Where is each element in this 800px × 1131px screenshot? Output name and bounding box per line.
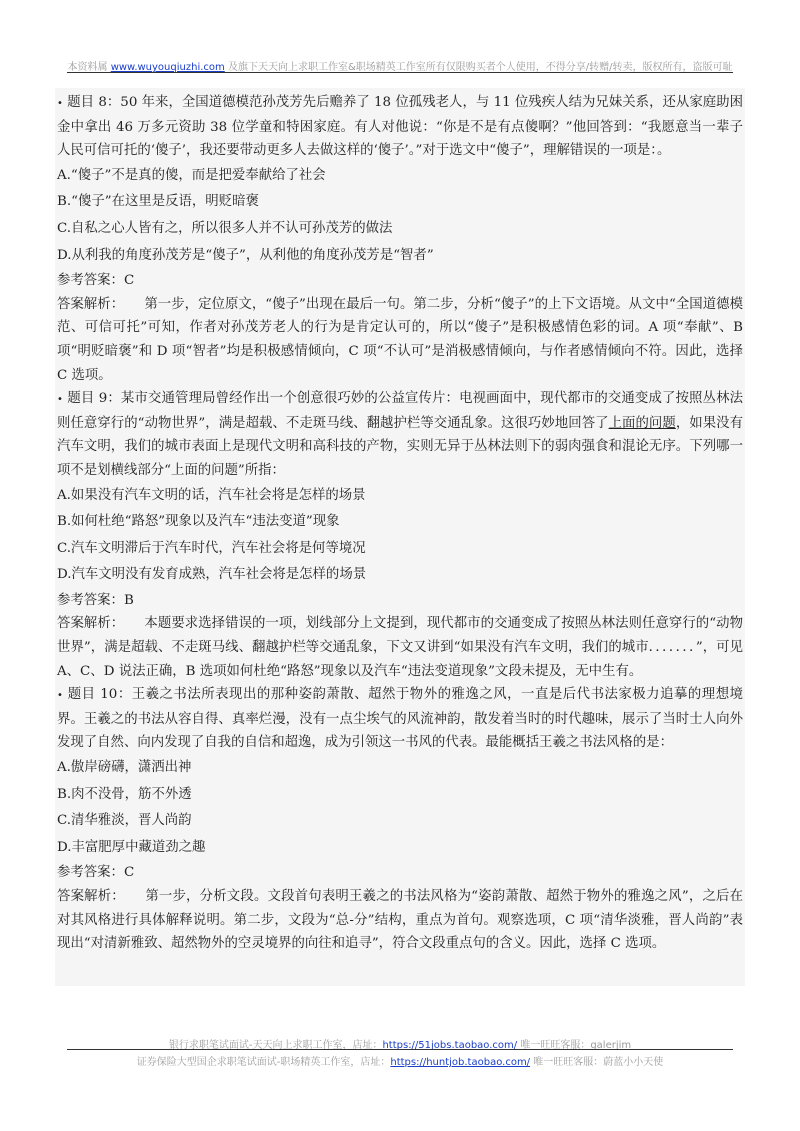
header-prefix: 本资料属 [67, 62, 111, 73]
question-8-answer: 参考答案：C [57, 273, 135, 289]
question-10-answer: 参考答案：C [57, 865, 135, 881]
question-8-stem: • 题目 8：50 年来，全国道德模范孙茂芳先后赡养了 18 位孤残老人，与 11 位残疾人结为兄妹关系，还从家庭助困金中拿出 46 万多元资助 38 位学童和特困家庭。有人对他说：“你是不是有点傻啊？”他回答到：“我愿意当一辈子人民可信可托的‘傻子’，我还要带动更多人去做这样的‘傻子’。”对于选文中“傻子”，理解错误的一项是：。 [57, 95, 743, 159]
question-9-option-a: A.如果没有汽车文明的话，汽车社会将是怎样的场景 [57, 487, 366, 503]
page-header [0, 58, 800, 73]
question-10-option-b: B.肉不没骨，筋不外透 [57, 786, 192, 802]
bullet-icon: • [57, 394, 63, 406]
question-8-option-d: D.从利我的角度孙茂芳是“傻子”，从利他的角度孙茂芳是“智者” [57, 247, 434, 263]
bullet-icon: • [57, 690, 63, 702]
question-8-option-a: A.“傻子”不是真的傻，而是把爱奉献给了社会 [57, 167, 326, 183]
question-9-stem: • 题目 9：某市交通管理局曾经作出一个创意很巧妙的公益宣传片：电视画面中，现代都市的交通变成了按照丛林法则任意穿行的“动物世界”，满是超载、不走斑马线、翻越护栏等交通乱象。这很巧妙地回答了上面的问题，如果没有汽车文明，我们的城市表面上是现代文明和高科技的产物，实则无异于丛林法则下的弱肉强食和混论无序。下列哪一项不是划横线部分“上面的问题”所指： [57, 391, 743, 478]
footer-line-2: 证券保险大型国企求职笔试面试-职场精英工作室，店址：https://huntjob.taobao.com/ 唯一旺旺客服：蔚蓝小小天使 [136, 1057, 664, 1068]
questions-panel [55, 88, 745, 986]
question-10-option-d: D.丰富肥厚中藏道劲之趣 [57, 839, 206, 855]
question-10-stem: • 题目 10：王羲之书法所表现出的那种姿韵萧散、超然于物外的雅逸之风，一直是后代书法家极力追摹的理想境界。王羲之的书法从容自得、真率烂漫，没有一点尘埃气的风流神韵，散发着当时的时代趣味，展示了当时士人向外发现了自然、向内发现了自我的自信和超逸，成为引领这一书风的代表。最能概括王羲之书法风格的是： [57, 687, 743, 751]
question-9-analysis: 答案解析： 本题要求选择错误的一项，划线部分上文提到，现代都市的交通变成了按照丛林法则任意穿行的“动物世界”，满是超载、不走斑马线、翻越护栏等交通乱象，下文又讲到“如果没有汽车文明，我们的城市．．．．．．．”，可见 A、C、D 说法正确，B 选项如何杜绝“路怒”现象以及汽车“违法变道现象”文段未提及，无中生有。 [57, 616, 743, 679]
question-9-option-b: B.如何杜绝“路怒”现象以及汽车“违法变道”现象 [57, 514, 340, 530]
footer-shop-link-1[interactable]: https://51jobs.taobao.com/ [382, 1040, 518, 1051]
footer-divider [67, 1049, 733, 1050]
footer-shop-link-2[interactable]: https://huntjob.taobao.com/ [390, 1057, 531, 1068]
question-10-option-a: A.傲岸磅礴，潇洒出神 [57, 760, 192, 776]
question-8-option-b: B.“傻子”在这里是反语，明贬暗褒 [57, 194, 259, 210]
question-9-option-c: C.汽车文明滞后于汽车时代，汽车社会将是何等境况 [57, 540, 366, 556]
question-9-answer: 参考答案：B [57, 592, 134, 608]
question-10-analysis: 答案解析： 第一步，分析文段。文段首句表明王羲之的书法风格为“姿韵萧散、超然于物外的雅逸之风”，之后在对其风格进行具体解释说明。第二步，文段为“总-分”结构，重点为首句。观察选项，C 项“清华淡雅，晋人尚韵”表现出“对清新雅致、超然物外的空灵境界的向往和追寻”，符合文段重点句的含义。因此，选择 C 选项。 [57, 889, 743, 952]
bullet-icon: • [57, 98, 63, 109]
underlined-phrase: 上面的问题 [608, 415, 676, 431]
question-8-analysis: 答案解析： 第一步，定位原文，“傻子”出现在最后一句。第二步，分析“傻子”的上下文语境。从文中“全国道德模范、可信可托”可知，作者对孙茂芳老人的行为是肯定认可的，所以“傻子”是积极感情色彩的词。A 项“奉献”、B 项“明贬暗褒”和 D 项“智者”均是积极感情倾向，C 项“不认可”是消极感情倾向，与作者感情倾向不符。因此，选择 C 选项。 [57, 296, 743, 383]
footer-line-1: 银行求职笔试面试-天天向上求职工作室，店址：https://51jobs.taobao.com/ 唯一旺旺客服：galerjim [168, 1040, 632, 1051]
header-site-link[interactable]: www.wuyouqiuzhi.com [110, 62, 225, 73]
header-divider [67, 72, 733, 73]
question-9-option-d: D.汽车文明没有发育成熟，汽车社会将是怎样的场景 [57, 567, 367, 583]
question-10-option-c: C.清华雅淡，晋人尚韵 [57, 813, 192, 829]
header-suffix: 及旗下天天向上求职工作室&职场精英工作室所有仅限购买者个人使用，不得分享/转赠/转卖，版权所有，盗版可耻 [224, 62, 733, 73]
question-8-option-c: C.自私之心人皆有之，所以很多人并不认可孙茂芳的做法 [57, 220, 393, 236]
